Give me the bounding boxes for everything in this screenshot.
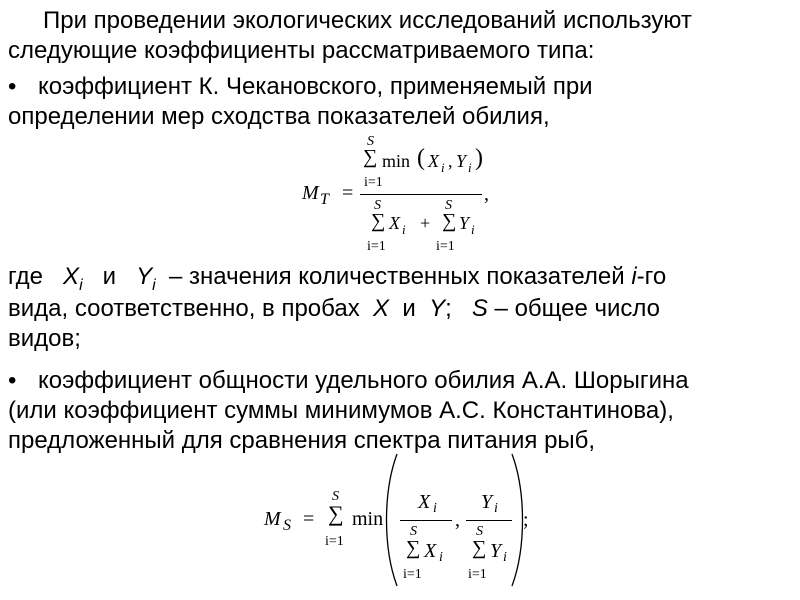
- f2-sum-icon: ∑: [328, 501, 344, 526]
- paragraph-1-line-1-text: При проведении экологических исследований используют: [43, 7, 692, 34]
- f2-left-paren-icon: [385, 452, 399, 588]
- bullet-2-glyph: •: [8, 367, 17, 394]
- where-l2-x: X: [373, 295, 390, 322]
- where-l1-x-sub: i: [79, 276, 83, 294]
- f2-trailing-semicolon: ;: [523, 509, 529, 531]
- where-l1-and: и: [102, 263, 117, 290]
- f1-num-x-sub: i: [441, 160, 445, 175]
- f1-num-sum-upper: S: [367, 134, 374, 149]
- f1-num-x: X: [428, 151, 439, 171]
- f1-num-open-paren: (: [417, 145, 425, 171]
- f2-frac1-den-upper: S: [410, 524, 417, 539]
- f1-den-sum1-lower: i=1: [367, 239, 386, 254]
- f1-den-y: Y: [459, 213, 470, 233]
- f2-lhs-sub: S: [283, 517, 291, 534]
- f1-lhs-m: M: [302, 182, 319, 204]
- f1-num-y: Y: [456, 151, 467, 171]
- f2-frac1-den-lower: i=1: [403, 567, 422, 582]
- f1-den-plus: +: [420, 213, 431, 233]
- bullet-1-line-1-text: коэффициент К. Чекановского, применяемый при: [38, 73, 593, 100]
- where-l1-y: Y: [136, 263, 153, 290]
- f2-frac1-den-x: X: [424, 540, 437, 562]
- f1-num-min: min: [382, 151, 411, 171]
- f1-den-sum2-icon: ∑: [442, 210, 457, 232]
- where-l1-suffix: -го: [636, 263, 667, 290]
- where-l1-text: – значения количественных показателей: [168, 263, 625, 290]
- f1-den-sum1-icon: ∑: [371, 210, 386, 232]
- f1-den-y-sub: i: [471, 222, 475, 237]
- where-l2-y: Y: [429, 295, 446, 322]
- f2-frac2-den-sum-icon: ∑: [472, 537, 487, 559]
- bullet-2-line-2-text: (или коэффициент суммы минимумов А.С. Константинова),: [8, 397, 674, 424]
- f2-frac1-bar: [400, 520, 452, 521]
- f1-num-sum-lower: i=1: [364, 175, 383, 190]
- where-l1-i: i: [631, 263, 637, 290]
- bullet-2-line-3-text: предложенный для сравнения спектра питания рыб,: [8, 427, 596, 454]
- f1-den-x-sub: i: [402, 222, 406, 237]
- f2-min: min: [352, 508, 384, 530]
- where-l2-s: S: [471, 295, 488, 322]
- where-l1-x: X: [63, 263, 80, 290]
- f2-sum-upper: S: [332, 489, 339, 504]
- f2-frac1-den-sum-icon: ∑: [406, 537, 421, 559]
- where-l2-prefix: вида, соответственно, в пробах: [8, 295, 360, 322]
- f1-num-y-sub: i: [468, 160, 472, 175]
- f2-frac1-num-x: X: [418, 491, 431, 513]
- f1-equals: =: [342, 182, 354, 204]
- where-l2-text: – общее число: [494, 295, 661, 322]
- f2-right-paren-icon: [510, 452, 524, 588]
- f2-frac2-den-upper: S: [476, 524, 483, 539]
- f1-num-close-paren: ): [475, 145, 483, 171]
- where-l2-and: и: [402, 295, 416, 322]
- f2-frac2-num-sub: i: [494, 501, 498, 516]
- f2-equals: =: [303, 508, 315, 530]
- f2-sum-lower: i=1: [325, 534, 344, 549]
- f2-frac2-bar: [466, 520, 512, 521]
- f2-frac2-den-y: Y: [490, 540, 502, 562]
- f2-frac1-den-sub: i: [439, 550, 443, 565]
- bullet-1-glyph: •: [8, 73, 17, 100]
- f2-frac2-num-y: Y: [481, 491, 493, 513]
- f2-lhs-m: M: [264, 508, 281, 530]
- f1-den-sum2-lower: i=1: [436, 239, 455, 254]
- paragraph-1-line-2-text: следующие коэффициенты рассматриваемого типа:: [8, 37, 595, 64]
- bullet-1-line-2-text: определении мер сходства показателей обилия,: [8, 103, 550, 130]
- f1-lhs-sub: T: [320, 191, 329, 208]
- f2-frac2-den-lower: i=1: [468, 567, 487, 582]
- bullet-2-line-1-text: коэффициент общности удельного обилия А.А. Шорыгина: [38, 367, 689, 394]
- f1-num-comma: ,: [448, 151, 453, 171]
- f1-num-sum-icon: ∑: [363, 146, 378, 168]
- f1-den-sum1-upper: S: [374, 198, 381, 213]
- where-l1-y-sub: i: [152, 276, 156, 294]
- f1-trailing-comma: ,: [484, 183, 489, 205]
- where-l3-text: видов;: [8, 325, 81, 352]
- f2-frac1-num-sub: i: [433, 501, 437, 516]
- f1-den-sum2-upper: S: [445, 198, 452, 213]
- where-l2-semicolon: ;: [445, 295, 452, 322]
- f2-frac2-den-sub: i: [503, 550, 507, 565]
- f2-comma: ,: [455, 509, 460, 531]
- f1-den-x: X: [389, 213, 400, 233]
- where-l1-prefix: где: [8, 263, 44, 290]
